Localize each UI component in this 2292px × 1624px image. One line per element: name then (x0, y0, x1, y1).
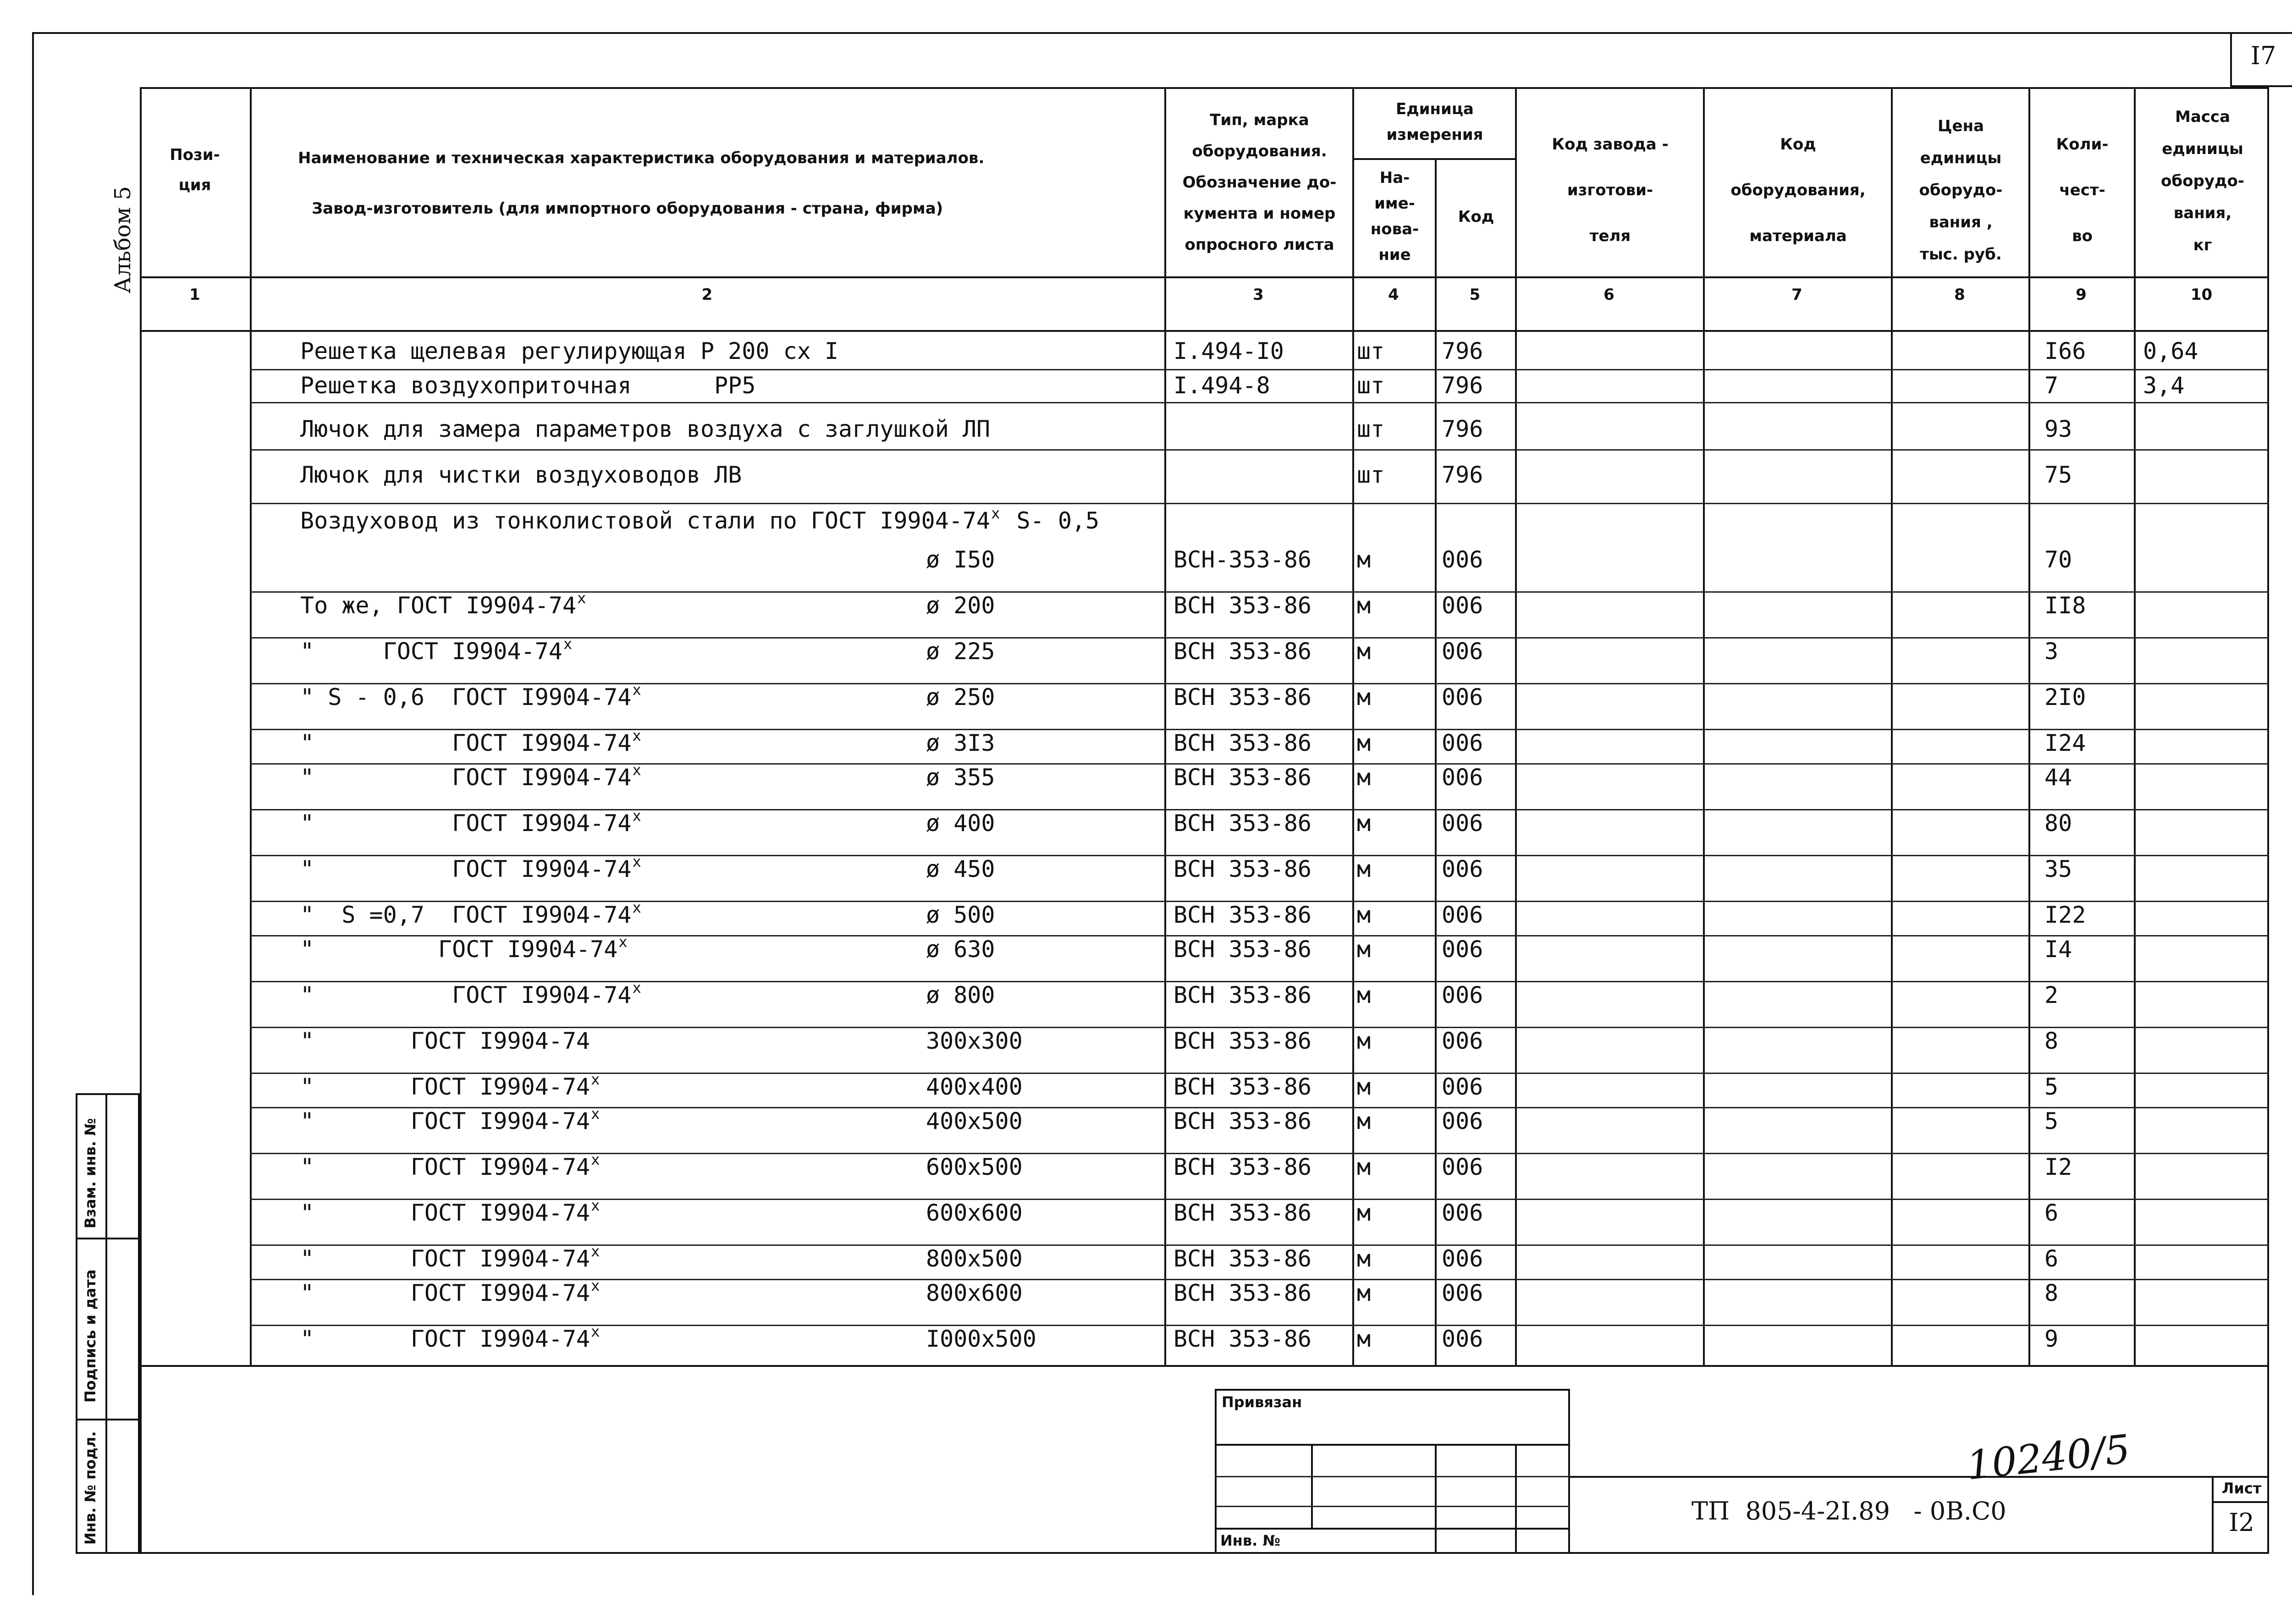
row-quantity: 8 (2044, 1028, 2059, 1054)
row-name-superscript: x (591, 1071, 600, 1088)
row-unit-code: 006 (1442, 982, 1483, 1008)
header-factory-code: Код завода - изготови- теля (1552, 135, 1669, 245)
row-quantity: 75 (2044, 462, 2072, 488)
table-bottom-line (140, 1365, 2269, 1367)
row-name: Решетка щелевая регулирующая Р 200 сх I (300, 338, 838, 364)
row-quantity: 3 (2044, 638, 2059, 665)
row-spec: ø 400 (926, 810, 995, 837)
row-quantity: 8 (2044, 1280, 2059, 1306)
colnum-bottom-line (140, 330, 2269, 332)
stamp-inv-number: Инв. № подл. (82, 1431, 99, 1545)
row-quantity: 2 (2044, 982, 2059, 1008)
row-name: " ГОСТ I9904-74 (300, 1200, 590, 1226)
header-price: Цена единицы оборудо- вания , тыс. руб. (1919, 117, 2003, 264)
row-document: ВСН 353-86 (1174, 1108, 1312, 1134)
row-spec: 800x500 (926, 1245, 1023, 1272)
row-unit-code: 006 (1442, 638, 1483, 665)
row-name-superscript: x (577, 589, 586, 607)
column-number: 8 (1954, 286, 1965, 304)
row-document: ВСН 353-86 (1174, 982, 1312, 1008)
bound-divider (1311, 1444, 1313, 1528)
row-name-superscript: x (632, 681, 641, 699)
row-unit-code: 006 (1442, 764, 1483, 791)
row-unit: м (1357, 684, 1371, 710)
row-unit: м (1357, 1073, 1371, 1100)
row-unit: шт (1357, 462, 1385, 488)
row-spec: ø I50 (926, 546, 995, 573)
row-quantity: I66 (2044, 338, 2086, 364)
row-quantity: I4 (2044, 936, 2072, 963)
row-name: " ГОСТ I9904-74 (300, 1028, 590, 1054)
row-separator (250, 503, 2269, 504)
row-name-superscript: x (591, 1105, 600, 1123)
row-unit: м (1357, 1108, 1371, 1134)
row-quantity: I22 (2044, 902, 2086, 928)
row-document: ВСН 353-86 (1174, 638, 1312, 665)
row-document: I.494-I0 (1174, 338, 1284, 364)
row-name: " ГОСТ I9904-74 (300, 638, 562, 665)
column-number: 9 (2076, 286, 2087, 304)
row-quantity: 5 (2044, 1108, 2059, 1134)
row-quantity: 44 (2044, 764, 2072, 791)
album-label: Альбом 5 (110, 186, 136, 293)
row-name: " ГОСТ I9904-74 (300, 1073, 590, 1100)
row-unit: м (1357, 1280, 1371, 1306)
header-quantity: Коли- чест- во (2056, 135, 2109, 245)
row-unit-code: 796 (1442, 416, 1483, 442)
row-unit-code: 006 (1442, 1028, 1483, 1054)
document-code: ТП 805-4-2I.89 - 0В.С0 (1691, 1497, 2006, 1525)
column-number: 2 (701, 286, 713, 304)
row-document: ВСН 353-86 (1174, 1245, 1312, 1272)
side-stamp-divider (105, 1093, 107, 1554)
row-document: ВСН 353-86 (1174, 1154, 1312, 1180)
row-spec: 400x500 (926, 1108, 1023, 1134)
row-unit-code: 006 (1442, 1108, 1483, 1134)
corner-sheet-number: I7 (2250, 41, 2276, 70)
row-spec: ø 500 (926, 902, 995, 928)
row-document: ВСН 353-86 (1174, 764, 1312, 791)
row-name: " ГОСТ I9904-74 (300, 936, 618, 963)
row-document: ВСН 353-86 (1174, 1028, 1312, 1054)
row-spec: ø 225 (926, 638, 995, 665)
row-spec: 400x400 (926, 1073, 1023, 1100)
row-quantity: I2 (2044, 1154, 2072, 1180)
row-unit-code: 006 (1442, 810, 1483, 837)
header-sub-line (1352, 158, 1515, 160)
row-unit-code: 006 (1442, 1073, 1483, 1100)
row-quantity: 93 (2044, 416, 2072, 442)
row-unit-code: 006 (1442, 936, 1483, 963)
header-mass: Масса единицы оборудо- вания, кг (2161, 108, 2244, 254)
row-name: " ГОСТ I9904-74 (300, 730, 632, 756)
row-document: ВСН 353-86 (1174, 1280, 1312, 1306)
header-unit-name: На- име- нова- ние (1370, 169, 1419, 264)
row-unit-code: 006 (1442, 1280, 1483, 1306)
row-unit-code: 006 (1442, 1154, 1483, 1180)
row-spec: I000x500 (926, 1326, 1036, 1352)
row-mass: 0,64 (2143, 338, 2198, 364)
row-quantity: I24 (2044, 730, 2086, 756)
row-unit-code: 006 (1442, 856, 1483, 882)
row-unit-code: 006 (1442, 1245, 1483, 1272)
row-unit-code: 006 (1442, 592, 1483, 619)
row-unit: м (1357, 982, 1371, 1008)
header-equipment-code: Код оборудования, материала (1730, 135, 1866, 245)
row-quantity: 5 (2044, 1073, 2059, 1100)
header-position: Пози- ция (170, 146, 220, 194)
row-name: Решетка воздухоприточная РР5 (300, 372, 756, 399)
bound-divider (1435, 1444, 1437, 1554)
row-separator (250, 369, 2269, 370)
column-number: 5 (1469, 286, 1481, 304)
row-quantity: 2I0 (2044, 684, 2086, 710)
col-line (1435, 158, 1437, 1366)
sheet-number: I2 (2229, 1508, 2254, 1537)
stamp-signature-date: Подпись и дата (82, 1269, 99, 1403)
row-unit: м (1357, 902, 1371, 928)
row-name-superscript: x (632, 899, 641, 916)
row-name-superscript: x (632, 853, 641, 870)
row-name-superscript: x (991, 505, 1000, 522)
row-unit: м (1357, 1154, 1371, 1180)
row-unit: м (1357, 1200, 1371, 1226)
sheet-line (2212, 1501, 2269, 1503)
row-name: Лючок для замера параметров воздуха с заглушкой ЛП (300, 416, 991, 442)
row-spec: 600x600 (926, 1200, 1023, 1226)
row-spec: ø 3I3 (926, 730, 995, 756)
row-unit: м (1357, 546, 1371, 573)
bound-divider (1515, 1444, 1517, 1554)
row-name-superscript: x (591, 1323, 600, 1340)
row-unit: шт (1357, 372, 1385, 399)
side-stamp-line (76, 1419, 140, 1420)
row-name: " ГОСТ I9904-74 (300, 856, 632, 882)
row-quantity: 35 (2044, 856, 2072, 882)
row-document: ВСН 353-86 (1174, 936, 1312, 963)
row-unit: м (1357, 856, 1371, 882)
bound-label: Привязан (1222, 1393, 1302, 1411)
row-document: ВСН 353-86 (1174, 1073, 1312, 1100)
inv-label: Инв. № (1220, 1532, 1280, 1549)
row-spec: ø 630 (926, 936, 995, 963)
row-separator (250, 449, 2269, 451)
row-name: " ГОСТ I9904-74 (300, 764, 632, 791)
row-quantity: 6 (2044, 1200, 2059, 1226)
row-name: " ГОСТ I9904-74 (300, 1154, 590, 1180)
row-unit-code: 796 (1442, 338, 1483, 364)
row-name-superscript: x (563, 635, 573, 653)
row-spec: ø 250 (926, 684, 995, 710)
side-stamp-line (76, 1238, 140, 1239)
row-document: I.494-8 (1174, 372, 1270, 399)
row-name: " ГОСТ I9904-74 (300, 1280, 590, 1306)
header-type: Тип, марка оборудования. Обозначение до- кумента и номер опросного листа (1182, 111, 1337, 254)
row-unit: шт (1357, 416, 1385, 442)
header-name: Наименование и техническая характеристика оборудования и материалов. Завод-изготовитель (для импортного оборудования - страна, фирма) (298, 149, 985, 218)
row-unit: м (1357, 1326, 1371, 1352)
row-name: Воздуховод из тонколистовой стали по ГОСТ I9904-74 (300, 507, 991, 534)
row-quantity: 70 (2044, 546, 2072, 573)
row-unit-code: 006 (1442, 546, 1483, 573)
row-document: ВСН-353-86 (1174, 546, 1312, 573)
row-name: " ГОСТ I9904-74 (300, 1326, 590, 1352)
row-name-superscript: x (591, 1243, 600, 1260)
row-name: " S - 0,6 ГОСТ I9904-74 (300, 684, 632, 710)
row-unit: м (1357, 1245, 1371, 1272)
row-document: ВСН 353-86 (1174, 1200, 1312, 1226)
row-unit: м (1357, 1028, 1371, 1054)
row-name: " ГОСТ I9904-74 (300, 1245, 590, 1272)
row-unit-code: 006 (1442, 902, 1483, 928)
row-unit: м (1357, 936, 1371, 963)
row-document: ВСН 353-86 (1174, 592, 1312, 619)
column-number: 7 (1791, 286, 1802, 304)
row-unit: м (1357, 592, 1371, 619)
row-quantity: II8 (2044, 592, 2086, 619)
row-spec: ø 200 (926, 592, 995, 619)
row-name-superscript: x (591, 1197, 600, 1214)
column-number: 4 (1388, 286, 1399, 304)
header-unit-code: Код (1458, 208, 1494, 226)
column-number: 1 (189, 286, 200, 304)
row-unit-code: 006 (1442, 684, 1483, 710)
row-separator (250, 402, 2269, 403)
column-number: 6 (1603, 286, 1614, 304)
row-document: ВСН 353-86 (1174, 810, 1312, 837)
row-document: ВСН 353-86 (1174, 1326, 1312, 1352)
row-unit-code: 796 (1442, 372, 1483, 399)
handwritten-number: 10240/5 (1964, 1426, 2132, 1489)
row-name-tail: S- 0,5 (1003, 507, 1100, 534)
row-name: То же, ГОСТ I9904-74 (300, 592, 577, 619)
row-name-superscript: x (632, 727, 641, 744)
title-line (1570, 1476, 2269, 1478)
row-name-superscript: x (632, 761, 641, 779)
row-quantity: 6 (2044, 1245, 2059, 1272)
row-document: ВСН 353-86 (1174, 730, 1312, 756)
row-document: ВСН 353-86 (1174, 856, 1312, 882)
column-number: 3 (1253, 286, 1264, 304)
row-spec: 600x500 (926, 1154, 1023, 1180)
column-number: 10 (2190, 286, 2213, 304)
row-quantity: 80 (2044, 810, 2072, 837)
row-unit-code: 006 (1442, 730, 1483, 756)
stamp-replacement-inv: Взам. инв. № (82, 1118, 99, 1228)
row-unit-code: 006 (1442, 1326, 1483, 1352)
row-name-superscript: x (591, 1151, 600, 1168)
row-quantity: 7 (2044, 372, 2059, 399)
row-unit-code: 796 (1442, 462, 1483, 488)
sheet-label: Лист (2221, 1480, 2262, 1497)
row-spec: ø 355 (926, 764, 995, 791)
row-name: " ГОСТ I9904-74 (300, 810, 632, 837)
row-name-superscript: x (632, 979, 641, 996)
row-name-superscript: x (591, 1277, 600, 1294)
row-name: " ГОСТ I9904-74 (300, 982, 632, 1008)
row-spec: 300x300 (926, 1028, 1023, 1054)
row-unit: м (1357, 764, 1371, 791)
row-document: ВСН 353-86 (1174, 684, 1312, 710)
row-unit: м (1357, 810, 1371, 837)
row-quantity: 9 (2044, 1326, 2059, 1352)
row-name: Лючок для чистки воздуховодов ЛВ (300, 462, 742, 488)
row-name-superscript: x (632, 807, 641, 825)
row-unit: м (1357, 730, 1371, 756)
row-document: ВСН 353-86 (1174, 902, 1312, 928)
row-name-superscript: x (618, 933, 628, 951)
row-unit: шт (1357, 338, 1385, 364)
row-unit: м (1357, 638, 1371, 665)
row-spec: 800x600 (926, 1280, 1023, 1306)
row-name: " ГОСТ I9904-74 (300, 1108, 590, 1134)
row-spec: ø 450 (926, 856, 995, 882)
row-name: " S =0,7 ГОСТ I9904-74 (300, 902, 632, 928)
row-unit-code: 006 (1442, 1200, 1483, 1226)
header-unit-group: Единица измерения (1386, 100, 1483, 144)
row-spec: ø 800 (926, 982, 995, 1008)
row-mass: 3,4 (2143, 372, 2185, 399)
